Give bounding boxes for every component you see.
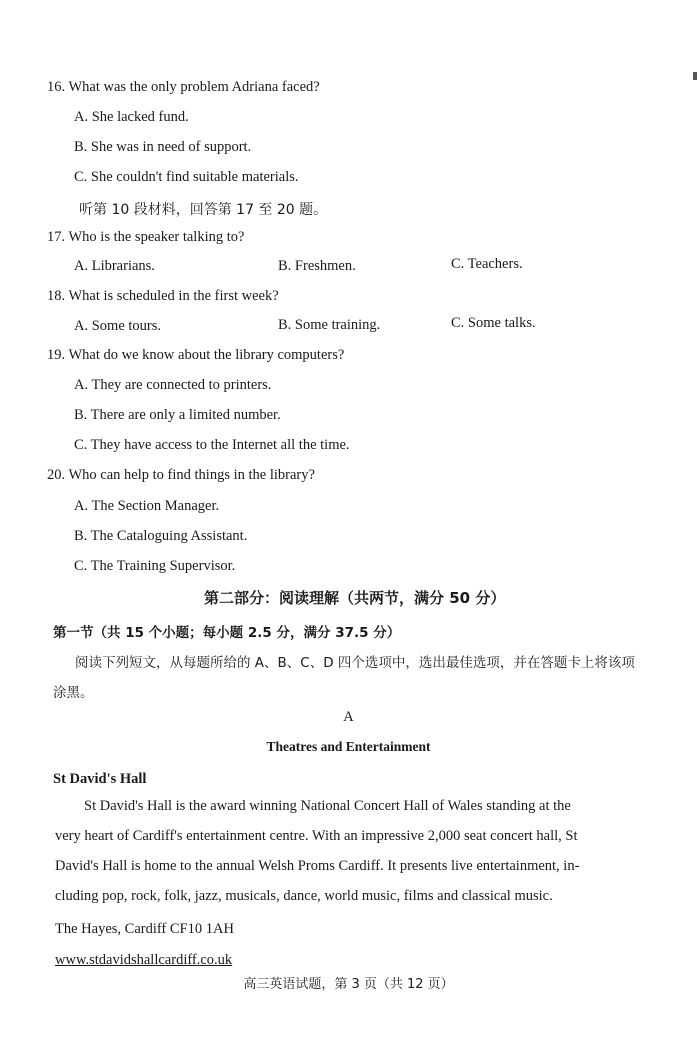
reading-instruction-line-1: 阅读下列短文，从每题所给的 A、B、C、D 四个选项中，选出最佳选项，并在答题卡上将该项 xyxy=(75,655,635,671)
question-19: 19. What do we know about the library computers? xyxy=(47,347,345,363)
page-edge-mark xyxy=(693,72,697,80)
page-footer: 高三英语试题，第 3 页（共 12 页） xyxy=(243,977,454,992)
q17-option-c: C. Teachers. xyxy=(451,256,523,272)
part-two-title: 第二部分：阅读理解（共两节，满分 50 分） xyxy=(204,589,506,607)
q16-option-a: A. She lacked fund. xyxy=(74,109,189,125)
q20-option-b: B. The Cataloguing Assistant. xyxy=(74,528,248,544)
question-20: 20. Who can help to find things in the library? xyxy=(47,467,315,483)
paragraph-line-1: St David's Hall is the award winning National Concert Hall of Wales standing at the xyxy=(84,798,571,814)
paragraph-line-4: cluding pop, rock, folk, jazz, musicals, dance, world music, films and classical music. xyxy=(55,888,553,904)
instruction-passage-10: 听第 10 段材料，回答第 17 至 20 题。 xyxy=(79,202,328,218)
paragraph-line-2: very heart of Cardiff's entertainment centre. With an impressive 2,000 seat concert hall, St xyxy=(55,828,578,844)
q19-option-c: C. They have access to the Internet all the time. xyxy=(74,437,350,453)
section-one-title: 第一节（共 15 个小题；每小题 2.5 分，满分 37.5 分） xyxy=(53,625,401,641)
reading-instruction-line-2: 涂黑。 xyxy=(53,685,94,701)
question-18: 18. What is scheduled in the first week? xyxy=(47,288,279,304)
q17-option-a: A. Librarians. xyxy=(74,258,155,274)
passage-title: Theatres and Entertainment xyxy=(266,739,431,754)
venue-name: St David's Hall xyxy=(53,771,147,787)
q17-option-b: B. Freshmen. xyxy=(278,258,356,274)
passage-letter: A xyxy=(343,709,354,725)
venue-website-link[interactable]: www.stdavidshallcardiff.co.uk xyxy=(55,952,233,968)
q19-option-a: A. They are connected to printers. xyxy=(74,377,272,393)
q16-option-b: B. She was in need of support. xyxy=(74,139,252,155)
q19-option-b: B. There are only a limited number. xyxy=(74,407,281,423)
venue-address: The Hayes, Cardiff CF10 1AH xyxy=(55,921,234,937)
q16-option-c: C. She couldn't find suitable materials. xyxy=(74,169,299,185)
q20-option-c: C. The Training Supervisor. xyxy=(74,558,236,574)
paragraph-line-3: David's Hall is home to the annual Welsh Proms Cardiff. It presents live entertainment, in- xyxy=(55,858,580,874)
q18-option-c: C. Some talks. xyxy=(451,315,536,331)
q18-option-a: A. Some tours. xyxy=(74,318,161,334)
question-16: 16. What was the only problem Adriana faced? xyxy=(47,79,320,95)
question-17: 17. Who is the speaker talking to? xyxy=(47,229,245,245)
q20-option-a: A. The Section Manager. xyxy=(74,498,220,514)
q18-option-b: B. Some training. xyxy=(278,317,381,333)
